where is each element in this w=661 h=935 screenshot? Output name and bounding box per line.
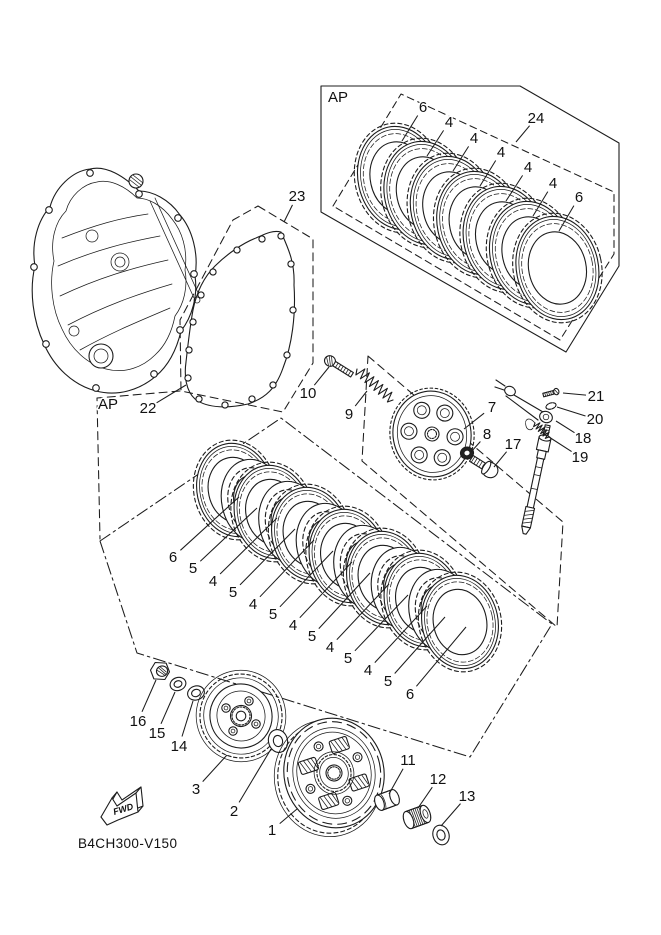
leader-line bbox=[549, 437, 572, 452]
callout-21: 21 bbox=[587, 388, 605, 405]
callout-15: 15 bbox=[148, 725, 166, 742]
gasket-hole bbox=[198, 292, 204, 298]
ap-friction-plates bbox=[344, 115, 612, 331]
callout-2: 2 bbox=[229, 803, 239, 820]
callout-17: 17 bbox=[504, 436, 522, 453]
push-screw bbox=[467, 452, 500, 481]
callout-4: 4 bbox=[363, 662, 373, 679]
gasket-bolt-holes bbox=[185, 233, 296, 408]
leader-line bbox=[142, 680, 156, 712]
gasket-hole bbox=[270, 382, 276, 388]
gasket-hole bbox=[290, 307, 296, 313]
callout-5: 5 bbox=[228, 584, 238, 601]
leader-line bbox=[314, 367, 329, 385]
callout-ap: AP bbox=[97, 396, 119, 413]
sight-glass bbox=[89, 344, 113, 368]
leader-line bbox=[161, 692, 175, 724]
push-lever-arm bbox=[495, 380, 554, 425]
callout-5: 5 bbox=[188, 560, 198, 577]
clutch-plate-stack bbox=[184, 432, 510, 679]
callout-7: 7 bbox=[487, 399, 497, 416]
callout-12: 12 bbox=[429, 771, 447, 788]
clutch-housing bbox=[263, 709, 396, 847]
gasket-hole bbox=[234, 247, 240, 253]
callout-4: 4 bbox=[208, 573, 218, 590]
callout-9: 9 bbox=[344, 406, 354, 423]
lever-screw bbox=[542, 388, 559, 398]
leader-line bbox=[516, 126, 530, 142]
callout-6: 6 bbox=[405, 686, 415, 703]
leader-line bbox=[157, 385, 186, 403]
leader-line bbox=[441, 804, 461, 826]
callout-4: 4 bbox=[469, 130, 479, 147]
lever-spring-washer bbox=[545, 402, 557, 411]
callout-4: 4 bbox=[444, 114, 454, 131]
gasket-hole bbox=[222, 402, 228, 408]
fwd-label: FWD bbox=[111, 801, 135, 817]
gasket-hole bbox=[190, 319, 196, 325]
gasket-hole bbox=[278, 233, 284, 239]
pressure-plate bbox=[383, 381, 482, 486]
leader-line bbox=[557, 407, 586, 416]
callout-5: 5 bbox=[307, 628, 317, 645]
callout-4: 4 bbox=[523, 159, 533, 176]
callout-5: 5 bbox=[343, 650, 353, 667]
gasket-hole bbox=[288, 261, 294, 267]
gasket-hole bbox=[210, 269, 216, 275]
callout-23: 23 bbox=[288, 188, 306, 205]
callout-4: 4 bbox=[325, 639, 335, 656]
gasket-hole bbox=[284, 352, 290, 358]
crankcase-cover bbox=[31, 168, 200, 393]
gasket-hole bbox=[186, 347, 192, 353]
leader-line bbox=[563, 393, 586, 395]
clutch-spring bbox=[356, 369, 393, 402]
callout-3: 3 bbox=[191, 781, 201, 798]
gasket-hole bbox=[196, 396, 202, 402]
pressure-plate-bolt bbox=[322, 354, 354, 380]
callout-19: 19 bbox=[571, 449, 589, 466]
callout-4: 4 bbox=[496, 144, 506, 161]
callout-20: 20 bbox=[586, 411, 604, 428]
ap-detail-box bbox=[321, 86, 619, 352]
push-lever-shaft bbox=[519, 424, 554, 535]
gasket-hole bbox=[249, 396, 255, 402]
cover-pipe bbox=[150, 198, 199, 298]
callout-4: 4 bbox=[288, 617, 298, 634]
leader-line bbox=[494, 452, 507, 467]
leader-line bbox=[284, 205, 293, 222]
callout-22: 22 bbox=[139, 400, 157, 417]
leader-line bbox=[239, 749, 271, 802]
callout-5: 5 bbox=[268, 606, 278, 623]
fwd-arrow bbox=[101, 787, 143, 825]
leader-line bbox=[182, 701, 193, 737]
callout-ap: AP bbox=[327, 89, 349, 106]
cover-ribs bbox=[58, 214, 172, 350]
callout-6: 6 bbox=[168, 549, 178, 566]
callout-13: 13 bbox=[458, 788, 476, 805]
callout-11: 11 bbox=[400, 752, 416, 769]
leader-line bbox=[556, 421, 575, 433]
callout-4: 4 bbox=[248, 596, 258, 613]
callout-6: 6 bbox=[574, 189, 584, 206]
leader-line bbox=[418, 787, 432, 808]
callout-5: 5 bbox=[383, 673, 393, 690]
diagram-code: B4CH300-V150 bbox=[78, 836, 178, 851]
callout-24: 24 bbox=[527, 110, 545, 127]
lock-washer bbox=[168, 675, 187, 692]
callout-6: 6 bbox=[418, 99, 428, 116]
callout-8: 8 bbox=[482, 426, 492, 443]
clutch-cover-gasket bbox=[185, 231, 296, 408]
gasket-hole bbox=[185, 375, 191, 381]
clutch-nut bbox=[149, 660, 170, 681]
callout-1: 1 bbox=[267, 822, 277, 839]
callout-18: 18 bbox=[574, 430, 592, 447]
ap-region-lines bbox=[97, 391, 180, 539]
leader-line bbox=[389, 769, 403, 794]
callout-4: 4 bbox=[548, 175, 558, 192]
callout-16: 16 bbox=[129, 713, 147, 730]
end-washer bbox=[430, 823, 451, 847]
callout-14: 14 bbox=[170, 738, 188, 755]
leader-line bbox=[203, 755, 227, 782]
gasket-hole bbox=[259, 236, 265, 242]
callout-10: 10 bbox=[299, 385, 317, 402]
needle-bearing bbox=[401, 804, 433, 830]
